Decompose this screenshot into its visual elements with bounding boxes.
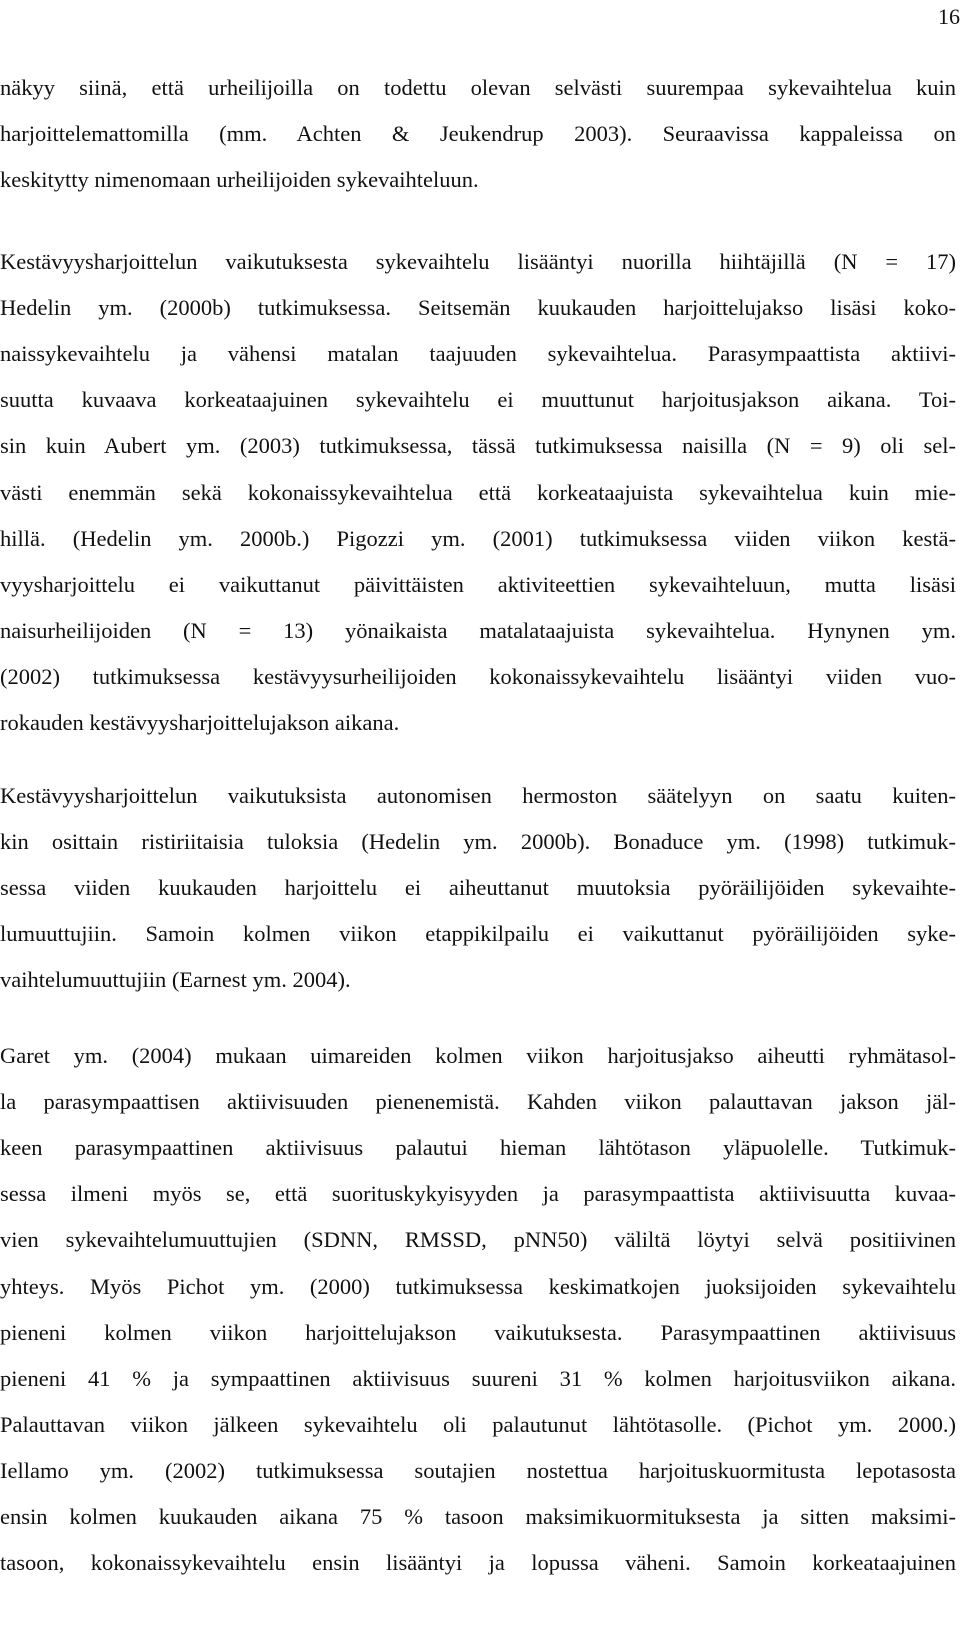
text-line: keskitytty nimenomaan urheilijoiden sykevaihteluun. — [0, 167, 479, 193]
text-line: la parasympaattisen aktiivisuuden pienenemistä. Kahden viikon palauttavan jakson jäl- — [0, 1089, 956, 1115]
page-number: 16 — [938, 4, 960, 29]
text-line: vaihtelumuuttujiin (Earnest ym. 2004). — [0, 967, 351, 993]
text-line: keen parasympaattinen aktiivisuus palautui hieman lähtötason yläpuolelle. Tutkimuk- — [0, 1135, 956, 1161]
text-line: vien sykevaihtelumuuttujien (SDNN, RMSSD, pNN50) väliltä löytyi selvä positiivinen — [0, 1227, 956, 1253]
text-line: lumuuttujiin. Samoin kolmen viikon etappikilpailu ei vaikuttanut pyöräilijöiden syke- — [0, 921, 956, 947]
text-line: kin osittain ristiriitaisia tuloksia (Hedelin ym. 2000b). Bonaduce ym. (1998) tutkimuk- — [0, 829, 956, 855]
text-line: ensin kolmen kuukauden aikana 75 % tasoon maksimikuormituksesta ja sitten maksimi- — [0, 1504, 956, 1529]
text-line: Garet ym. (2004) mukaan uimareiden kolmen viikon harjoitusjakso aiheutti ryhmätasol- — [0, 1043, 956, 1068]
text-line: pieneni kolmen viikon harjoittelujakson vaikutuksesta. Parasympaattinen aktiivisuus — [0, 1319, 956, 1345]
text-line: (2002) tutkimuksessa kestävyysurheilijoiden kokonaissykevaihtelu lisääntyi viiden vuo- — [0, 663, 956, 689]
text-line: hillä. (Hedelin ym. 2000b.) Pigozzi ym. (2001) tutkimuksessa viiden viikon kestä- — [0, 525, 956, 551]
text-line: vyysharjoittelu ei vaikuttanut päivittäisten aktiviteettien sykevaihteluun, mutta lisäsi — [0, 571, 956, 597]
text-line: Kestävyysharjoittelun vaikutuksista autonomisen hermoston säätelyyn on saatu kuiten- — [0, 783, 956, 808]
text-line: västi enemmän sekä kokonaissykevaihtelua että korkeataajuista sykevaihtelua kuin mie- — [0, 479, 956, 505]
text-line: näkyy siinä, että urheilijoilla on todettu olevan selvästi suurempaa sykevaihtelua kuin — [0, 75, 956, 100]
text-line: tasoon, kokonaissykevaihtelu ensin lisääntyi ja lopussa väheni. Samoin korkeataajuinen — [0, 1550, 956, 1576]
text-line: harjoittelemattomilla (mm. Achten & Jeukendrup 2003). Seuraavissa kappaleissa on — [0, 121, 956, 147]
text-line: Iellamo ym. (2002) tutkimuksessa soutajien nostettua harjoituskuormitusta lepotasosta — [0, 1457, 956, 1483]
text-line: Kestävyysharjoittelun vaikutuksesta sykevaihtelu lisääntyi nuorilla hiihtäjillä (N = 17) — [0, 249, 956, 274]
text-line: rokauden kestävyysharjoittelujakson aikana. — [0, 710, 400, 735]
text-line: naisurheilijoiden (N = 13) yönaikaista matalataajuista sykevaihtelua. Hynynen ym. — [0, 617, 956, 643]
text-line: yhteys. Myös Pichot ym. (2000) tutkimuksessa keskimatkojen juoksijoiden sykevaihtelu — [0, 1273, 956, 1299]
text-line: suutta kuvaava korkeataajuinen sykevaihtelu ei muuttunut harjoitusjakson aikana. Toi- — [0, 387, 956, 413]
text-line: sessa ilmeni myös se, että suorituskykyisyyden ja parasympaattista aktiivisuutta kuvaa- — [0, 1181, 956, 1207]
text-line: Hedelin ym. (2000b) tutkimuksessa. Seitsemän kuukauden harjoittelujakso lisäsi koko- — [0, 295, 956, 321]
text-line: sin kuin Aubert ym. (2003) tutkimuksessa, tässä tutkimuksessa naisilla (N = 9) oli sel- — [0, 433, 956, 459]
text-line: Palauttavan viikon jälkeen sykevaihtelu oli palautunut lähtötasolle. (Pichot ym. 2000.) — [0, 1411, 956, 1437]
text-line: sessa viiden kuukauden harjoittelu ei aiheuttanut muutoksia pyöräilijöiden sykevaihte- — [0, 875, 956, 901]
text-line: naissykevaihtelu ja vähensi matalan taajuuden sykevaihtelua. Parasympaattista aktiivi- — [0, 341, 956, 367]
text-line: pieneni 41 % ja sympaattinen aktiivisuus suureni 31 % kolmen harjoitusviikon aikana. — [0, 1365, 956, 1391]
